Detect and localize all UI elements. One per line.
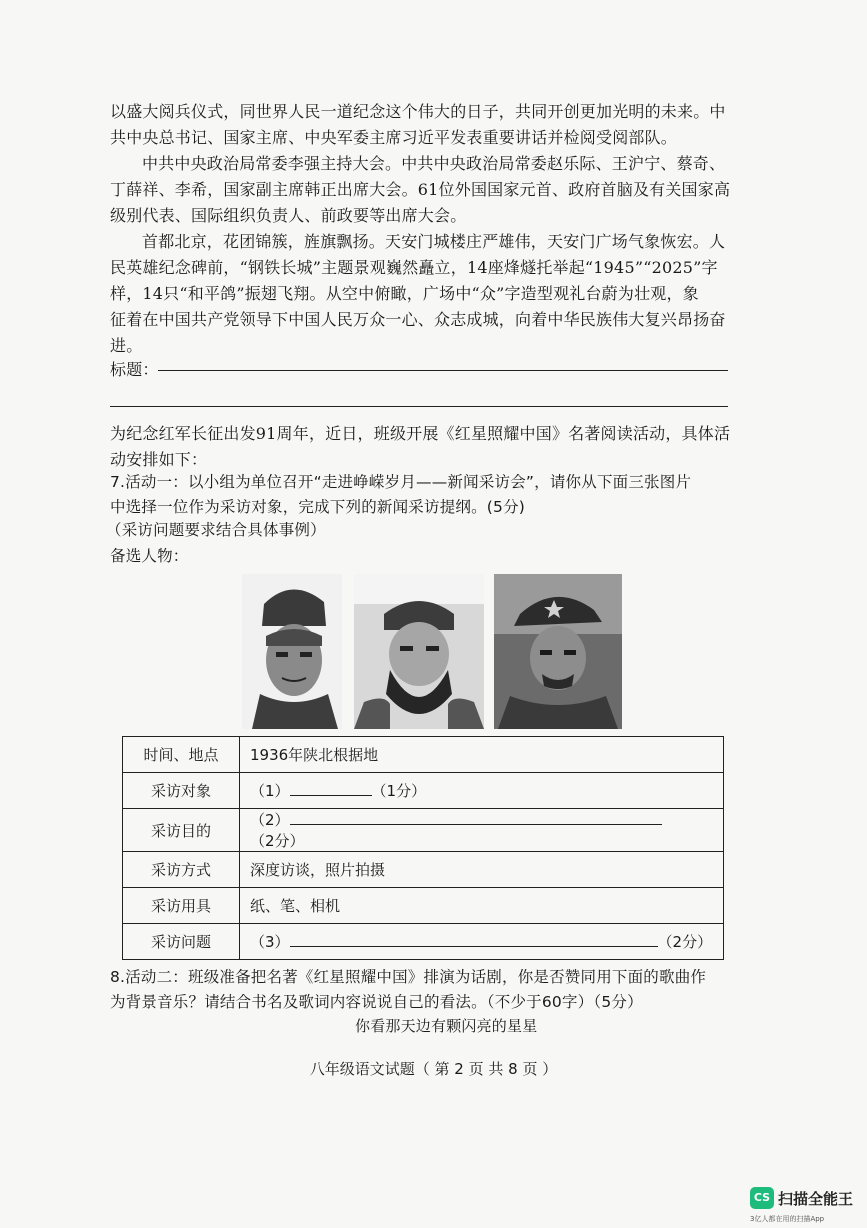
table-row [123, 852, 724, 888]
answer-blank-2[interactable] [290, 810, 662, 825]
row-answer-cell [240, 809, 724, 852]
table-row [123, 924, 724, 960]
row-answer-cell [240, 773, 724, 809]
q7-line: 备选人物： [110, 547, 189, 565]
row-value: 1936年陕北根据地 [240, 737, 724, 773]
answer-prefix: （2） [250, 811, 290, 829]
row-value: 纸、笔、相机 [240, 888, 724, 924]
scanner-watermark [750, 1187, 860, 1223]
row-key: 时间、地点 [123, 737, 240, 773]
passage-line: 民英雄纪念碑前，“钢铁长城”主题景观巍然矗立，14座烽燧托举起“1945”“2025”字 [110, 258, 718, 277]
q8-line: 为背景音乐？请结合书名及歌词内容说说自己的看法。（不少于60字）（5分） [110, 993, 643, 1011]
page-footer: 八年级语文试题（ 第 2 页 共 8 页 ） [309, 1060, 558, 1078]
title-answer-line[interactable] [158, 370, 728, 371]
answer-prefix: （3） [250, 933, 290, 951]
passage-line: 共中央总书记、国家主席、中央军委主席习近平发表重要讲话并检阅受阅部队。 [110, 128, 678, 147]
answer-blank-1[interactable] [290, 781, 372, 796]
q7-line: 中选择一位作为采访对象，完成下列的新闻采访提纲。(5分) [110, 498, 526, 516]
interview-outline-table [122, 736, 724, 960]
title-answer-line-2[interactable] [110, 406, 728, 407]
answer-prefix: （1） [250, 782, 290, 800]
passage-line: 级别代表、国际组织负责人、前政要等出席大会。 [110, 206, 467, 225]
passage-line: 丁薛祥、李希，国家副主席韩正出席大会。61位外国国家元首、政府首脑及有关国家高 [110, 180, 731, 199]
score-label: （1分） [371, 782, 427, 800]
row-key: 采访目的 [123, 809, 240, 852]
title-label: 标题： [110, 360, 159, 379]
passage-line: 首都北京，花团锦簇，旌旗飘扬。天安门城楼庄严雄伟，天安门广场气象恢宏。人 [142, 232, 726, 251]
table-row [123, 737, 724, 773]
row-key: 采访对象 [123, 773, 240, 809]
passage-line: 征着在中国共产党领导下中国人民万众一心、众志成城，向着中华民族伟大复兴昂扬奋 [110, 310, 726, 329]
portrait-2-icon[interactable] [354, 574, 484, 729]
activity-intro-line: 动安排如下： [110, 450, 208, 469]
portrait-3-icon[interactable] [494, 574, 622, 729]
watermark-brand: 扫描全能王 [778, 1190, 854, 1208]
camscanner-logo-icon: CS [750, 1187, 774, 1209]
row-key: 采访方式 [123, 852, 240, 888]
passage-line: 中共中央政治局常委李强主持大会。中共中央政治局常委赵乐际、王沪宁、蔡奇、 [142, 154, 726, 173]
passage-line: 进。 [110, 336, 143, 355]
score-label: （2分） [657, 933, 713, 951]
song-lyric: 你看那天边有颗闪亮的星星 [355, 1017, 538, 1035]
row-answer-cell [240, 924, 724, 960]
row-key: 采访问题 [123, 924, 240, 960]
row-key: 采访用具 [123, 888, 240, 924]
activity-intro-line: 为纪念红军长征出发91周年，近日，班级开展《红星照耀中国》名著阅读活动，具体活 [110, 424, 731, 443]
passage-line: 样，14只“和平鸽”振翅飞翔。从空中俯瞰，广场中“众”字造型观礼台蔚为壮观，象 [110, 284, 699, 303]
score-label: （2分） [250, 832, 305, 850]
watermark-tagline: 3亿人都在用的扫描App [750, 1215, 825, 1223]
table-row [123, 888, 724, 924]
passage-line: 以盛大阅兵仪式，同世界人民一道纪念这个伟大的日子，共同开创更加光明的未来。中 [110, 102, 726, 121]
q7-line: 7.活动一：以小组为单位召开“走进峥嵘岁月——新闻采访会”，请你从下面三张图片 [110, 473, 692, 491]
q8-line: 8.活动二：班级准备把名著《红星照耀中国》排演为话剧，你是否赞同用下面的歌曲作 [110, 968, 707, 986]
table-row [123, 809, 724, 852]
answer-blank-3[interactable] [290, 932, 658, 947]
portrait-1-icon[interactable] [242, 574, 342, 729]
q7-line: （采访问题要求结合具体事例） [106, 521, 326, 539]
row-value: 深度访谈，照片拍摄 [240, 852, 724, 888]
table-row [123, 773, 724, 809]
